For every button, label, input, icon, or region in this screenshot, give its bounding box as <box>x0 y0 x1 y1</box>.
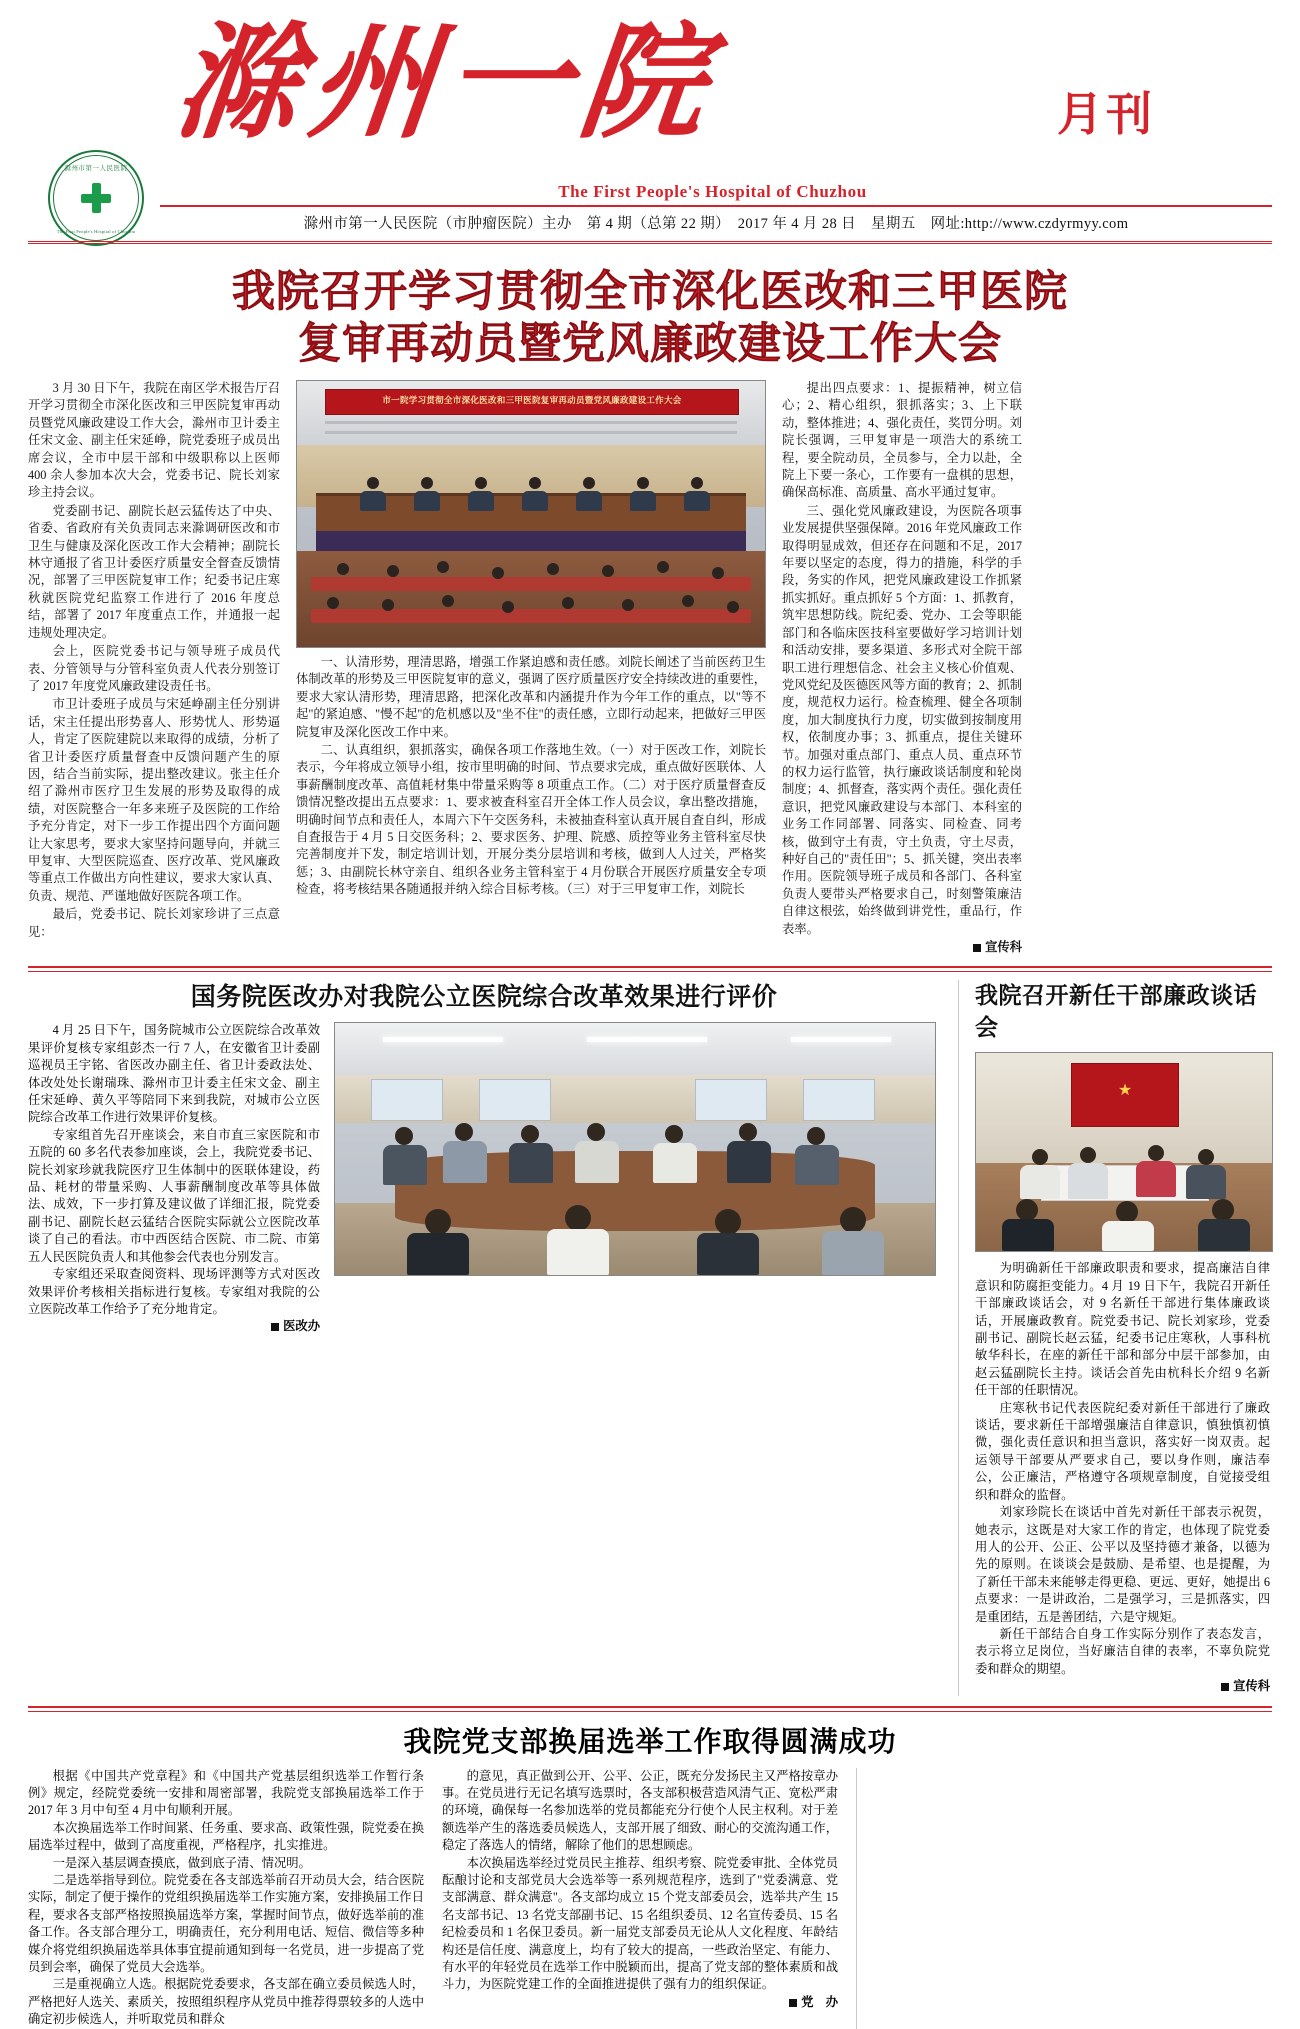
cadre-talk-byline <box>975 1678 1270 1695</box>
right-para: 新任干部结合自身工作实际分别作了表态发言，表示将立足岗位，当好廉洁自律的表率，不辜负院党委和群众的期望。 <box>975 1626 1270 1676</box>
english-title: The First People's Hospital of Chuzhou <box>558 182 867 201</box>
symposium-photo <box>334 1022 936 1276</box>
lead-column-1 <box>28 380 280 956</box>
seal-bottom-text: The First People's Hospital of Chuzhou <box>56 229 136 234</box>
lead-para: 一、认清形势，理清思路，增强工作紧迫感和责任感。刘院长阐述了当前医药卫生体制改革的形势及三甲医院复审的意义，强调了医疗质量医疗安全持续改进的重要性，要求大家认清形势，理清思路，把深化改革和内涵提升作为今年工作的重点，以"等不起"的紧迫感、"慢不起"的危机感以及"坐不住"的责任感，立即行动起来，把做好三甲医院复审及深化医改工作中来。 <box>296 655 766 739</box>
issue-info-line: 滁州市第一人民医院（市肿瘤医院）主办 第 4 期（总第 22 期） 2017 年 4 月 28 日 星期五 网址:http://www.czdyrmyy.com <box>303 216 1129 232</box>
lead-para: 会上，医院党委书记与领导班子成员代表、分管领导与分管科室负责人代表分别签订了 2017 年度党风廉政建设责任书。 <box>28 644 280 693</box>
lead-para: 三、强化党风廉政建设，为医院各项事业发展提供坚强保障。2016 年党风廉政工作取得明显成效，但还存在问题和不足，2017 年要以坚定的态度，得力的措施，科学的手段，务实的作风，把党风廉政建设工作抓紧抓实抓好。重点抓好 5 个方面：1、抓教育，筑牢思想防线。院纪委、党办、工会等职能部门和各临床医技科室要做好学习培训计划和活动安排，要多渠道、多形式对全院干部职工进行理想信念、社会主义核心价值观、党风党纪及医德医风等方面的教育；2、抓制度，规范权力运行。检查梳理、健全各项制度，加大制度执行力度，切实做到按制度用权，依制度办事；3、抓重点，提住关键环节。加强对重点部门、重点人员、重点环节的权力运行监管，执行廉政谈话制度和轮岗制度；4、抓督查，落实两个责任。强化责任意识，把党风廉政建设与本部门、本科室的业务工作同部署、同落实、同检查、同考核，做到守土有责，守土负责，守土尽责，种好自己的"责任田"；5、抓关键，突出表率作用。医院领导班子成员和各部门、各科室负责人要带头严格要求自己，时刻警策廉洁自律这根弦，始终做到讲党性，重品行，作表率。 <box>782 503 1022 936</box>
right-para: 庄寒秋书记代表医院纪委对新任干部进行了廉政谈话，要求新任干部增强廉洁自律意识，慎独慎初慎微，强化责任意识和担当意识，落实好一岗双责。起运领导干部要从严要求自己，要以身作则，廉洁奉公，公正廉洁，严格遵守各项规章制度，自觉接受组织和群众的监督。 <box>975 1400 1270 1502</box>
bottom-para: 本次换届选举工作时间紧、任务重、要求高、政策性强，院党委在换届选举过程中，做到了高度重视，严格程序，扎实推进。 <box>28 1820 424 1853</box>
bottom-para: 的意见，真正做到公开、公平、公正，既充分发扬民主又严格按章办事。在党员进行无记名填写选票时，各支部积极营造风清气正、宽松严肃的环境，确保每一名参加选举的党员都能充分行使个人民主权利。对于差额选举产生的落选委员候选人，支部开展了细致、耐心的交流沟通工作，稳定了落选人的情绪，解除了他们的思想顾虑。 <box>442 1768 838 1853</box>
bottom-para: 根据《中国共产党章程》和《中国共产党基层组织选举工作暂行条例》规定，经院党委统一安排和周密部署，我院党支部换届选举工作于 2017 年 3 月中旬至 4 月中旬顺利开展。 <box>28 1768 424 1818</box>
section-divider-thin-2 <box>28 1711 1272 1712</box>
mid-para: 专家组还采取查阅资料、现场评测等方式对医改效果评价考核相关指标进行复核。专家组对我院的公立医院改革工作给予了充分地肯定。 <box>28 1267 320 1316</box>
cadre-talk-photo <box>975 1052 1273 1252</box>
party-banner <box>1071 1063 1180 1127</box>
lead-headline <box>28 266 1272 370</box>
lead-para: 最后，党委书记、院长刘家珍讲了三点意见： <box>28 907 280 939</box>
right-para: 为明确新任干部廉政职责和要求，提高廉洁自律意识和防腐拒变能力。4 月 19 日下午，我院召开新任干部廉政谈话会，对 9 名新任干部进行集体廉政谈话，开展廉政教育。院党委书记、院长刘家珍，党委副书记、副院长赵云猛，纪委书记庄寒秋，人事科杭敏华科长，在座的新任干部和部分中层干部参加，由赵云猛副院长主持。谈话会首先由杭科长介绍 9 名新任干部的任职情况。 <box>975 1261 1270 1398</box>
star-icon: ★ <box>1117 1082 1133 1100</box>
mid-para: 专家组首先召开座谈会，来自市直三家医院和市五院的 60 多名代表参加座谈，会上，我院党委书记、院长刘家珍就我院医疗卫生体制中的医联体建设，药品、耗材的带量采购、人事薪酬制度改革等具体做法、成效，下一步打算及建议做了详细汇报，院党委副书记、副院长赵云猛结合医院实际就公立医院改革谈了自己的看法。市中西医结合医院、市二院、市第五人民医院负责人和其他参会代表也分别发言。 <box>28 1127 320 1264</box>
byline-square-icon <box>1221 1683 1229 1691</box>
lead-photo-box <box>296 380 766 648</box>
lead-para: 3 月 30 日下午，我院在南区学术报告厅召开学习贯彻全市深化医改和三甲医院复审再动员暨党风廉政建设工作大会，滁州市卫计委主任宋文金、副主任宋延峥，院党委班子成员出席会议，全市中层干部和中级职称以上医师 400 余人参加本次大会，党委书记、院长刘家珍主持会议。 <box>28 381 280 500</box>
seal-top-text: 滁州市第一人民医院 <box>64 165 128 172</box>
nameplate-title: 滁州一院 <box>167 10 723 156</box>
lead-para: 提出四点要求：1、提振精神，树立信心；2、精心组织，狠抓落实；3、上下联动，整体推进；4、强化责任，奖罚分明。刘院长强调，三甲复审是一项浩大的系统工程，要全院动员，全员参与，全力以赴，全院上下要一条心，工作要有一盘棋的思想，确保高标准、高质量、高水平通过复审。 <box>782 381 1022 500</box>
bottom-para: 三是重视确立人选。根据院党委要求，各支部在确立委员候选人时，严格把好人选关、素质关，按照组织程序从党员中推荐得票较多的人选中确定初步候选人，并听取党员和群众 <box>28 1977 424 2027</box>
byline-square-icon <box>271 1323 279 1331</box>
lead-byline <box>782 939 1022 956</box>
lead-para: 市卫计委班子成员与宋延峥副主任分别讲话，宋主任提出形势喜人、形势忧人、形势逼人，肯定了医院建院以来取得的成绩，分析了省卫计委医疗质量督查中反馈问题产生的原因，结合当前实际，提出整改建议。张主任介绍了滁州市医疗卫生发展的形势及取得的成绩，对医院整合一年多来班子及医院的工作给予充分肯定，对下一步工作提出四个方面问题让大家思考，要求大家坚持问题导向，并就三甲复审、大型医院巡查、医疗改革、党风廉政等重点工作做出方向性建议，要求大家认真、负责、规范、严谨地做好医院各项工作。 <box>28 697 280 903</box>
masthead-divider-bottom <box>28 241 1272 244</box>
medical-reform-headline: 国务院医改办对我院公立医院综合改革效果进行评价 <box>190 982 778 1012</box>
bottom-para: 本次换届选举经过党员民主推荐、组织考察、院党委审批、全体党员酝酿讨论和支部党员大会选举等一系列规范程序，选到了"党委满意、党支部满意、群众满意"。各支部均成立 15 个党支部委员会，选举共产生 15 名支部书记、13 名党支部副书记、15 名组织委员、12 名宣传委员、15 名纪检委员和 1 名保卫委员。新一届党支部委员无论从人文化程度、年龄结构还是信任度、满意度上，均有了较大的提高，一些政治坚定、有能力、有水平的年轻党员在选举工作中脱颖而出，提高了党支部的整体素质和战斗力，为医院党建工作的全面推进提供了强有力的组织保证。 <box>442 1855 838 1992</box>
cadre-talk-headline: 我院召开新任干部廉政谈话会 <box>975 983 1257 1042</box>
bottom-right-continuation <box>856 1768 1168 2029</box>
cadre-talk-text <box>975 1260 1270 1695</box>
lead-byline-text: 宣传科 <box>985 940 1022 954</box>
lead-article <box>28 380 1272 956</box>
party-election-byline-text: 党 办 <box>801 1994 838 2009</box>
medical-reform-article <box>28 980 940 1695</box>
conference-photo <box>296 380 766 648</box>
byline-square-icon <box>789 1999 797 2007</box>
medical-reform-text <box>28 1022 320 1335</box>
party-election-column-2 <box>442 1768 838 2029</box>
nameplate-monthly-label: 月刊 <box>1057 89 1155 140</box>
nameplate <box>167 10 975 163</box>
middle-section <box>28 980 1272 1695</box>
lead-headline-line2: 复审再动员暨党风廉政建设工作大会 <box>298 319 1002 369</box>
medical-cross-icon <box>81 183 111 213</box>
right-para: 刘家珍院长在谈话中首先对新任干部表示祝贺，她表示，这既是对大家工作的肯定，也体现了院党委用人的公开、公正、公平以及坚持德才兼备，以德为先的原则。在谈谈会是鼓励、是希望、也是提醒，为了新任干部未来能够走得更稳、更远、更好，她提出 6 点要求：一是讲政治，二是强学习，三是抓落实，四是重团结，五是善团结，六是守规矩。 <box>975 1505 1270 1624</box>
section-divider-thick-2 <box>28 1706 1272 1708</box>
party-election-article <box>28 1720 1272 2029</box>
bottom-para: 二是选举指导到位。院党委在各支部选举前召开动员大会，结合医院实际，制定了便于操作的党组织换届选举工作实施方案，安排换届工作日程，要求各支部严格按照换届选举方案，掌握时间节点，做好选举前的准备工作。各支部合理分工，明确责任，充分利用电话、短信、微信等多种媒介将党组织换届选举具体事宜提前通知到每一名党员，进一步提高了党员到会率，确保了党员大会选举。 <box>28 1873 424 1975</box>
lead-column-3 <box>782 380 1022 956</box>
party-election-column-1 <box>28 1768 424 2029</box>
section-divider-thick-1 <box>28 966 1272 968</box>
medical-reform-byline-text: 医改办 <box>283 1319 320 1334</box>
party-election-headline: 我院党支部换届选举工作取得圆满成功 <box>403 1724 897 1758</box>
cadre-talk-byline-text: 宣传科 <box>1233 1679 1270 1694</box>
hospital-seal-logo <box>48 150 144 246</box>
mid-para: 4 月 25 日下午，国务院城市公立医院综合改革效果评价复核专家组彭杰一行 7 人，在安徽省卫计委副巡视员王宇铭、省医改办副主任、省卫计委政法处、体改处处长谢瑞珠、滁州市卫计委主任宋文金、副主任宋延峥、黄久平等陪同下来到我院，对城市公立医院综合改革工作进行效果评价复核。 <box>28 1023 320 1125</box>
bottom-para: 一是深入基层调查摸底，做到底子清、情况明。 <box>52 1855 311 1870</box>
masthead-divider-top <box>160 205 1272 207</box>
medical-reform-byline <box>28 1318 320 1335</box>
lead-para: 二、认真组织，狠抓落实，确保各项工作落地生效。（一）对于医改工作，刘院长表示，今年将成立领导小组，按市里明确的时间、节点要求完成，重点做好医联体、人事薪酬制度改革、高值耗材集中带量采购等 8 项重点工作。（二）对于医疗质量督查反馈情况整改提出五点要求：1、要求被査科室召开全体工作人员会议，拿出整改措施，明确时间节点和责任人，本周六下午交医务科，未被抽查科室认真开展自査自纠，形成自査报告于 4 月 5 日交医务科；2、要求医务、护理、院感、质控等业务主管科室尽快完善制度并下发，制定培训计划，开展分类分层培训和考核，做到人人过关，严格奖惩；3、由副院长林守亲自、组织各业务主管科室于 4 月份联合开展医疗质量安全专项检查，将考核结果各随通报并纳入综合目标考核。（三）对于三甲复审工作，刘院长 <box>296 743 766 897</box>
lead-para: 党委副书记、副院长赵云猛传达了中央、省委、省政府有关负责同志来滁调研医改和市卫生与健康及深化医改工作大会精神；副院长林守通报了省卫计委医疗质量安全督查反馈情况，部署了三甲医院复审工作；纪委书记庄寒秋就医院党纪监察工作进行了 2016 年度总结，部署了 2017 年度重点工作，并通报一起违规处理决定。 <box>28 503 280 640</box>
byline-square-icon <box>973 944 981 952</box>
party-election-byline <box>442 1994 838 2011</box>
cadre-talk-article <box>958 980 1270 1695</box>
photo-banner-text: 市一院学习贯彻全市深化医改和三甲医院复审再动员暨党风廉政建设工作大会 <box>325 389 739 415</box>
lead-headline-line1: 我院召开学习贯彻全市深化医改和三甲医院 <box>232 267 1068 317</box>
masthead <box>0 0 1300 250</box>
lead-column-2 <box>296 380 766 956</box>
section-divider-thin-1 <box>28 971 1272 972</box>
